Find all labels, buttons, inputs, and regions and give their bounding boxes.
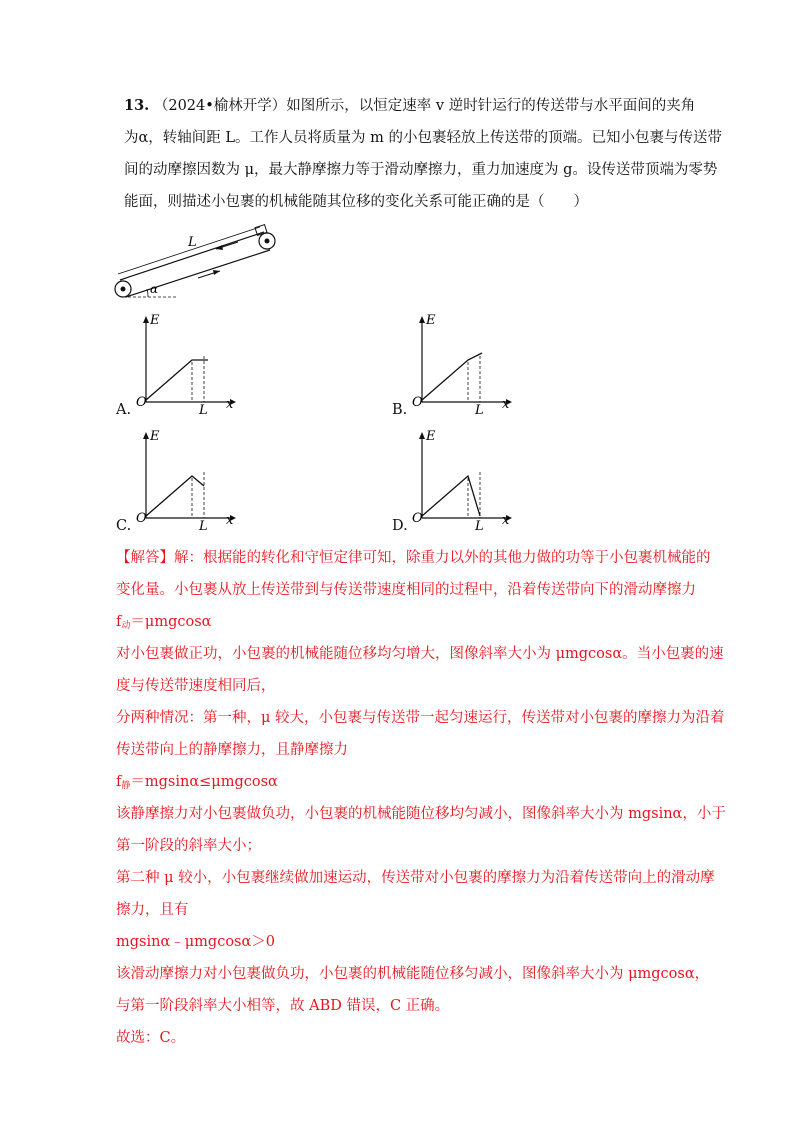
y-axis-arrow-icon	[419, 432, 425, 439]
answer-line-8	[116, 772, 278, 796]
origin-label: O	[412, 395, 423, 410]
tick-L-label: L	[199, 519, 208, 534]
option-c-graph	[134, 428, 244, 534]
energy-curve	[422, 353, 482, 400]
answer-line-15: 与第一阶段斜率大小相等，故 ABD 错误，C 正确。	[116, 998, 450, 1014]
option-d-graph	[410, 428, 520, 534]
question-line-3: 间的动摩擦因数为 μ，最大静摩擦力等于滑动摩擦力，重力加速度为 g。设传送带顶端为零势	[124, 162, 718, 178]
x-axis-label: x	[226, 513, 234, 528]
tick-L-label: L	[475, 403, 484, 418]
question-line-2: 为α，转轴间距 L。工作人员将质量为 m 的小包裹轻放上传送带的顶端。已知小包裹与传送带	[124, 130, 722, 146]
option-c-label: C.	[116, 518, 132, 534]
question-line-1	[124, 96, 695, 116]
answer-line-1	[116, 548, 711, 568]
energy-curve	[422, 476, 480, 516]
option-a-label: A.	[116, 402, 132, 418]
tick-L-label: L	[199, 403, 208, 418]
x-axis-label: x	[502, 513, 510, 528]
question-line-4: 能面，则描述小包裹的机械能随其位移的变化关系可能正确的是（ ）	[124, 194, 588, 210]
answer-line-9: 该静摩擦力对小包裹做负功，小包裹的机械能随位移均匀减小，图像斜率大小为 mgsinα，小于	[116, 806, 726, 822]
arrow-up-icon	[213, 270, 220, 275]
y-axis-label: E	[150, 313, 160, 328]
question-text-1: （2024•榆林开学）如图所示，以恒定速率 v 逆时针运行的传送带与水平面间的夹角	[153, 98, 696, 114]
question-number: 13.	[124, 97, 150, 114]
y-axis-label: E	[426, 429, 436, 444]
origin-label: O	[136, 395, 147, 410]
x-axis-label: x	[502, 397, 510, 412]
answer-line-4: 对小包裹做正功，小包裹的机械能随位移均匀增大，图像斜率大小为 μmgcosα。当小包裹的速	[116, 646, 724, 662]
answer-line-11: 第二种 μ 较小，小包裹继续做加速运动，传送带对小包裹的摩擦力为沿着传送带向上的滑动摩	[116, 870, 715, 886]
answer-line-14: 该滑动摩擦力对小包裹做负功，小包裹的机械能随位移匀减小，图像斜率大小为 μmgcosα，	[116, 966, 710, 982]
y-axis-label: E	[426, 313, 436, 328]
formula-sub-static: 静	[121, 781, 131, 791]
answer-line-5: 度与传送带速度相同后，	[116, 678, 276, 694]
formula-sub: 动	[121, 621, 131, 631]
option-b-label: B.	[392, 402, 408, 418]
length-label: L	[188, 235, 197, 250]
option-b-graph	[410, 312, 520, 418]
answer-line-12: 擦力，且有	[116, 902, 189, 918]
answer-line-7: 传送带向上的静摩擦力，且静摩擦力	[116, 742, 348, 758]
y-axis-arrow-icon	[143, 432, 149, 439]
answer-text-1: 解：根据能的转化和守恒定律可知，除重力以外的其他力做的功等于小包裹机械能的	[174, 550, 711, 566]
y-axis-arrow-icon	[143, 316, 149, 323]
answer-line-16: 故选：C。	[116, 1030, 186, 1046]
answer-line-6: 分两种情况：第一种，μ 较大，小包裹与传送带一起匀速运行，传送带对小包裹的摩擦力为沿着	[116, 710, 725, 726]
answer-tag: 【解答】	[116, 550, 174, 566]
y-axis-arrow-icon	[419, 316, 425, 323]
y-axis-label: E	[150, 429, 160, 444]
formula-rest-static: ＝mgsinα≤μmgcosα	[130, 774, 278, 790]
formula-rest: ＝μmgcosα	[130, 614, 212, 630]
energy-curve	[146, 360, 208, 400]
answer-line-10: 第一阶段的斜率大小；	[116, 838, 261, 854]
formula-f: f	[116, 614, 122, 630]
conveyor-figure	[108, 222, 288, 308]
formula-f-static: f	[116, 774, 122, 790]
answer-line-13: mgsinα﹣μmgcosα＞0	[116, 934, 276, 950]
origin-label: O	[136, 511, 147, 526]
answer-line-2: 变化量。小包裹从放上传送带到与传送带速度相同的过程中，沿着传送带向下的滑动摩擦力	[116, 582, 696, 598]
energy-curve	[146, 476, 204, 516]
tick-L-label: L	[475, 519, 484, 534]
option-a-graph	[134, 312, 244, 418]
angle-label: α	[150, 282, 159, 296]
origin-label: O	[412, 511, 423, 526]
answer-line-3	[116, 612, 211, 636]
option-d-label: D.	[392, 518, 408, 534]
x-axis-label: x	[226, 397, 234, 412]
